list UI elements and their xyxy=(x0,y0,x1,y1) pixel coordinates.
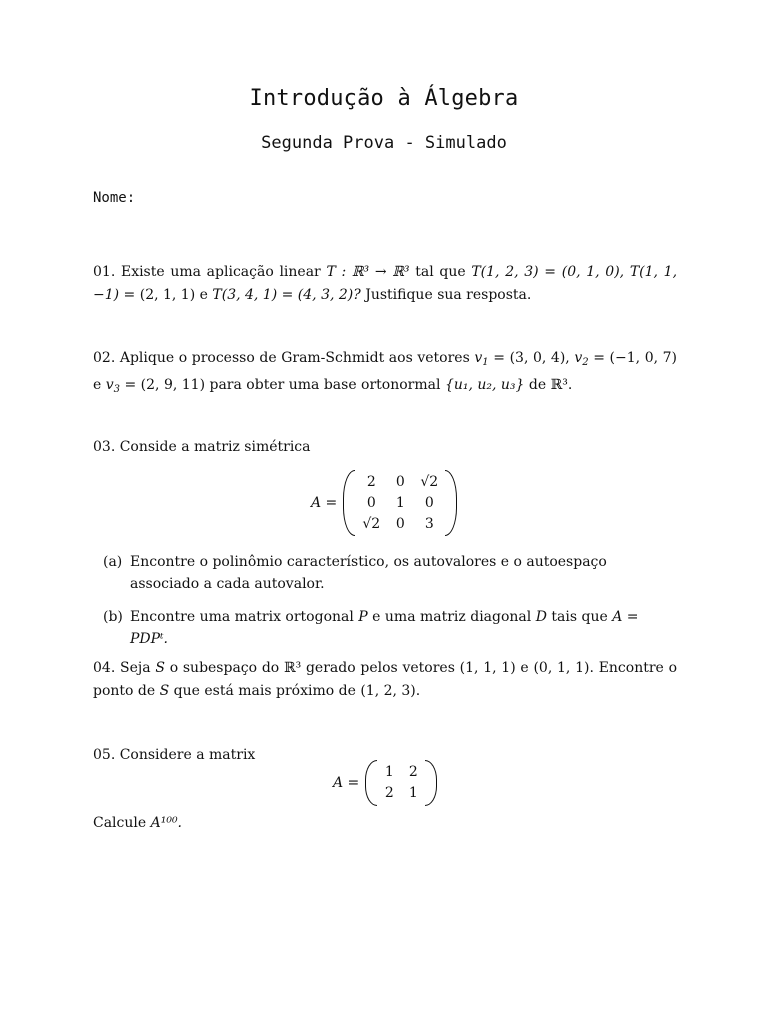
item-text-part: e uma matriz diagonal xyxy=(372,609,532,625)
question-text: e xyxy=(199,287,208,303)
question-03-item-b xyxy=(103,606,678,650)
question-text: o subespaço do ℝ³ gerado pelos vetores (1, 1, 1) e (0, 1, 1). Encontre o ponto de xyxy=(93,660,677,699)
vector-v3: $v_3$ xyxy=(105,377,121,395)
page-subtitle: Segunda Prova - Simulado xyxy=(261,133,507,153)
item-text-part: tais que xyxy=(551,609,608,625)
question-text: Considere a matrix xyxy=(119,747,256,763)
matrix-label: A = xyxy=(333,775,360,791)
question-text: Conside a matriz simétrica xyxy=(119,439,311,455)
math-condition: T(1, 2, 3) = (0, 1, 0), xyxy=(471,264,625,280)
matrix-cell: √2 xyxy=(420,473,439,490)
right-paren xyxy=(445,470,457,536)
math-symbol: D xyxy=(535,609,547,625)
matrix-cell: 1 xyxy=(384,764,394,780)
calc-line xyxy=(93,812,677,835)
matrix-2x2 xyxy=(333,760,437,806)
question-text: Seja xyxy=(120,660,151,676)
vector-v1-value: = (3, 0, 4), xyxy=(493,350,570,366)
question-text: que está mais próximo de (1, 2, 3). xyxy=(173,683,421,699)
question-02 xyxy=(93,347,677,401)
math-symbol: S xyxy=(155,660,165,676)
left-paren xyxy=(365,760,377,806)
matrix-cell: √2 xyxy=(362,515,381,532)
page-title: Introdução à Álgebra xyxy=(249,86,519,111)
question-03 xyxy=(93,436,677,459)
question-text: tal que xyxy=(415,264,466,280)
math-equation: A = PDPᵗ. xyxy=(130,609,639,647)
matrix-cell: 0 xyxy=(395,515,405,532)
matrix-3x3 xyxy=(311,470,457,536)
question-number: 02. xyxy=(93,350,116,366)
question-text: Existe uma aplicação linear xyxy=(120,264,321,280)
vector-v1: $v_1$ xyxy=(474,350,489,368)
question-text: Justifique sua resposta. xyxy=(365,287,532,303)
item-label: (a) xyxy=(103,554,123,570)
matrix-cell: 2 xyxy=(408,764,418,780)
math-condition: T(3, 4, 1) = (4, 3, 2)? xyxy=(212,287,361,303)
math-map: T : ℝ³ → ℝ³ xyxy=(326,264,410,280)
question-04 xyxy=(93,657,677,703)
vector-v2: $v_2$ xyxy=(574,350,589,368)
matrix-cell: 0 xyxy=(366,494,376,511)
question-text: de ℝ³. xyxy=(528,377,573,393)
left-paren xyxy=(343,470,355,536)
question-03-item-a xyxy=(103,551,678,595)
matrix-cell: 3 xyxy=(424,515,434,532)
vector-v3-value: = (2, 9, 11) xyxy=(124,377,206,393)
name-label: Nome: xyxy=(93,190,136,206)
question-01 xyxy=(93,261,677,307)
basis-set: {u₁, u₂, u₃} xyxy=(444,377,525,393)
question-number: 03. xyxy=(93,439,116,455)
question-text: Calcule xyxy=(93,815,147,831)
matrix-cell: 2 xyxy=(366,473,376,490)
math-expression: A¹⁰⁰. xyxy=(150,815,183,831)
matrix-cell: 0 xyxy=(395,473,405,490)
question-text: para obter uma base ortonormal xyxy=(209,377,441,393)
question-number: 01. xyxy=(93,264,116,280)
matrix-cell: 2 xyxy=(384,785,394,801)
math-value: (2, 1, 1) xyxy=(139,287,196,303)
math-condition: T(1, 1, −1) = xyxy=(93,264,678,303)
math-symbol: S xyxy=(159,683,170,699)
question-text: e xyxy=(93,377,102,393)
math-symbol: P xyxy=(358,609,368,625)
matrix-cell: 0 xyxy=(424,494,434,511)
question-number: 04. xyxy=(93,660,116,676)
matrix-cell: 1 xyxy=(408,785,418,801)
item-text: Encontre o polinômio característico, os autovalores e o autoespaço associado a cada autovalor. xyxy=(130,554,607,592)
item-text-part: Encontre uma matrix ortogonal xyxy=(130,609,354,625)
matrix-cell: 1 xyxy=(395,494,405,511)
question-number: 05. xyxy=(93,747,116,763)
vector-v2-value: = (−1, 0, 7) xyxy=(593,350,678,366)
matrix-label: A = xyxy=(311,495,338,511)
item-text xyxy=(130,606,678,650)
matrix-grid xyxy=(355,472,445,535)
right-paren xyxy=(425,760,437,806)
matrix-grid xyxy=(377,762,425,804)
item-label: (b) xyxy=(103,609,123,625)
question-text: Aplique o processo de Gram-Schmidt aos vetores xyxy=(119,350,470,366)
